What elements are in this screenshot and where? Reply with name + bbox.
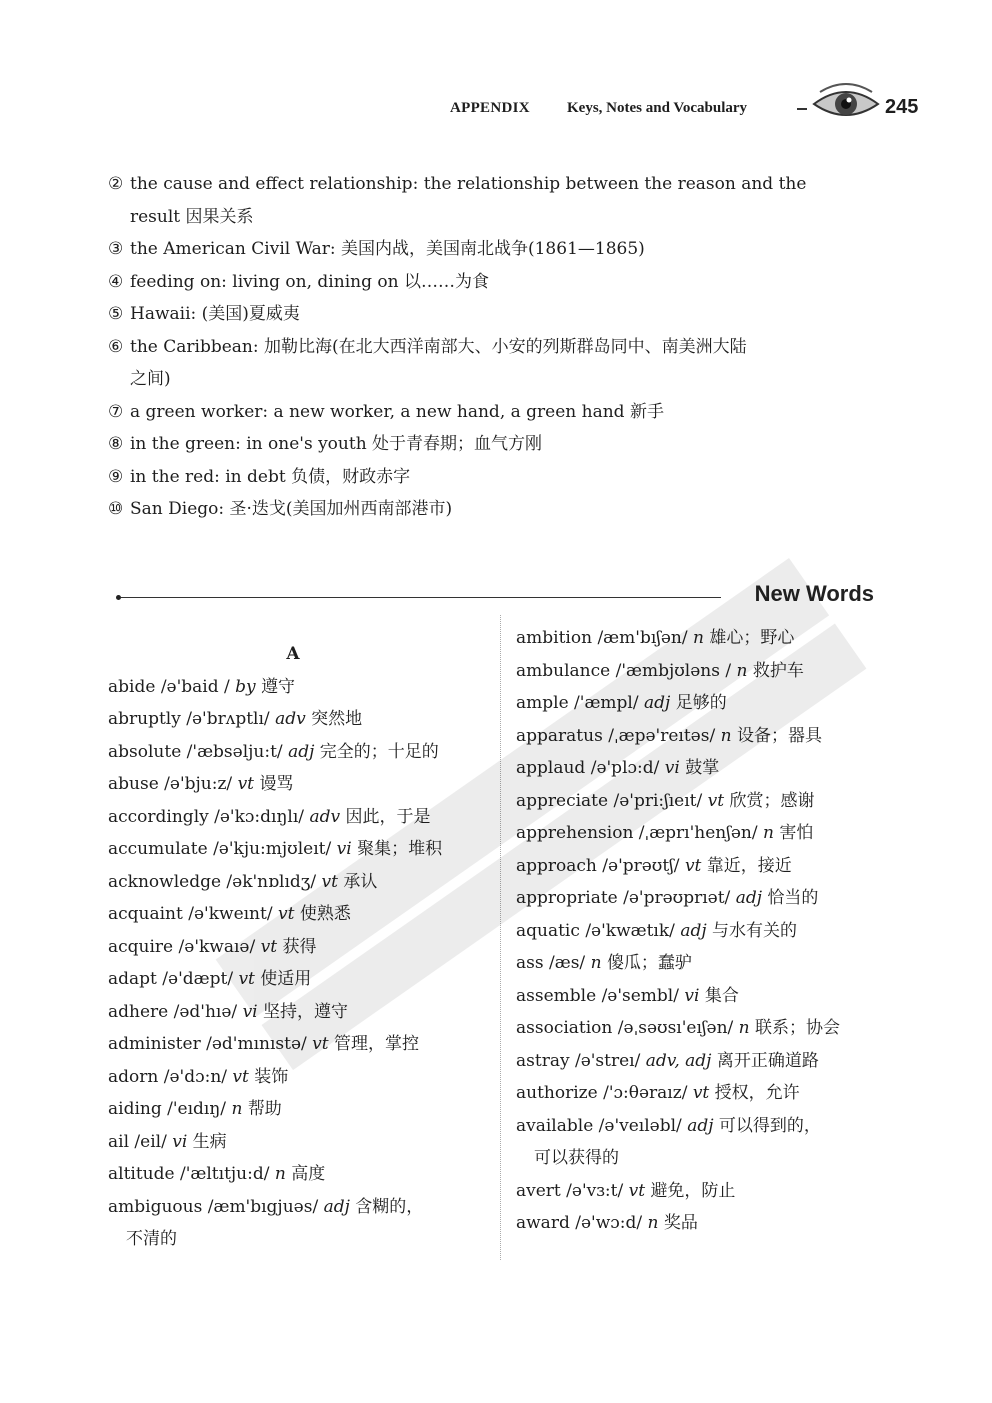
vocab-entry xyxy=(108,898,488,931)
vocab-word: abuse xyxy=(108,774,159,794)
vocab-entry-continuation xyxy=(516,1142,896,1175)
note-item xyxy=(108,428,883,461)
vocab-word: accumulate xyxy=(108,839,208,859)
vocab-word: apprehension xyxy=(516,823,634,843)
vocab-word: ample xyxy=(516,693,569,713)
note-text: feeding on: living on, dining on 以……为食 xyxy=(130,271,489,292)
note-text: the American Civil War: 美国内战，美国南北战争(1861—1865) xyxy=(130,239,645,259)
vocab-definition: 使熟悉 xyxy=(299,904,351,924)
vocab-entry xyxy=(516,1012,896,1045)
vocab-definition: 害怕 xyxy=(779,823,814,843)
vocab-pos: vt xyxy=(684,855,702,876)
vocab-word: appreciate xyxy=(516,790,609,811)
vocab-entry xyxy=(108,671,488,704)
vocab-phonetic: /ək'nɒlıdʒ/ xyxy=(226,871,317,892)
vocab-phonetic: /ə'prəʊprıət/ xyxy=(623,888,731,908)
vocab-word: acquire xyxy=(108,936,174,957)
vocab-phonetic: /ə'brʌptlı/ xyxy=(186,709,270,729)
note-continuation: result 因果关系 xyxy=(130,206,254,227)
vocab-phonetic: /əd'mınıstə/ xyxy=(206,1034,307,1054)
vocab-word: administer xyxy=(108,1034,201,1054)
vocab-phonetic: /æm'bıgjuəs/ xyxy=(207,1196,319,1217)
note-number: ⑩ xyxy=(108,499,124,519)
vocab-entry xyxy=(108,736,488,769)
vocab-definition: 获得 xyxy=(282,936,317,957)
vocab-word: association xyxy=(516,1018,613,1038)
note-item xyxy=(108,266,883,299)
vocab-word: assemble xyxy=(516,985,597,1006)
divider-line xyxy=(121,597,721,598)
letter-heading: A xyxy=(286,644,300,664)
vocab-pos: vt xyxy=(232,1066,249,1087)
note-text: the cause and effect relationship: the relationship between the reason and the xyxy=(130,174,807,194)
vocab-definition: 雄心；野心 xyxy=(709,628,795,648)
vocab-definition: 欣赏；感谢 xyxy=(729,790,815,811)
vocab-phonetic: /ə'baid / xyxy=(160,676,230,697)
vocab-definition: 谩骂 xyxy=(259,774,294,794)
vocab-pos: adv xyxy=(309,806,341,827)
vocab-entry xyxy=(108,768,488,801)
vocab-entry xyxy=(108,801,488,834)
vocab-entry xyxy=(516,752,896,785)
vocab-word: astray xyxy=(516,1050,570,1071)
vocab-word: adapt xyxy=(108,969,157,989)
vocab-pos: n xyxy=(693,628,704,648)
vocab-pos: vt xyxy=(692,1083,710,1103)
vocab-pos: n xyxy=(763,823,774,843)
note-text: Hawaii: (美国)夏威夷 xyxy=(130,304,300,324)
vocab-definition: 设备；器具 xyxy=(736,725,822,746)
vocab-definition: 遵守 xyxy=(261,676,296,697)
vocab-word: appropriate xyxy=(516,888,618,908)
vocab-phonetic: /ə'vɜ:t/ xyxy=(566,1180,624,1201)
vocab-pos: vt xyxy=(238,969,255,989)
note-item xyxy=(108,168,883,201)
vocab-pos: vt xyxy=(312,1034,329,1054)
vocab-phonetic: /ə'prəʊtʃ/ xyxy=(602,855,680,876)
note-number: ⑦ xyxy=(108,401,124,422)
notes-list xyxy=(108,168,883,526)
vocab-word: ass xyxy=(516,953,544,973)
vocab-definition: 傻瓜；蠢驴 xyxy=(606,953,692,973)
vocab-pos: adv xyxy=(275,709,306,729)
vocab-definition: 救护车 xyxy=(752,660,804,681)
vocab-phonetic: /'æmpl/ xyxy=(574,693,639,713)
note-number: ⑤ xyxy=(108,304,124,324)
vocab-entry xyxy=(516,882,896,915)
vocab-pos: vt xyxy=(260,936,278,957)
vocab-entry xyxy=(108,1028,488,1061)
vocab-entry xyxy=(108,833,488,866)
vocab-pos: adv, adj xyxy=(645,1050,712,1071)
vocab-phonetic: /'æmbjʊləns / xyxy=(615,660,732,681)
vocab-pos: n xyxy=(647,1213,659,1233)
vocab-entry xyxy=(516,980,896,1013)
header-title: Keys, Notes and Vocabulary xyxy=(567,100,748,116)
note-item xyxy=(108,396,883,429)
vocab-definition: 授权，允许 xyxy=(714,1083,800,1103)
vocab-pos: vi xyxy=(172,1131,188,1152)
vocab-word: avert xyxy=(516,1180,561,1201)
vocab-phonetic: /ə'pri:ʃıeıt/ xyxy=(613,790,703,811)
vocab-phonetic: /ə'dæpt/ xyxy=(162,969,234,989)
vocab-definition: 高度 xyxy=(291,1164,326,1184)
vocab-entry xyxy=(516,785,896,818)
vocab-definition: 可以得到的， xyxy=(718,1115,821,1136)
vocab-definition: 管理，掌控 xyxy=(334,1034,419,1054)
header-section: APPENDIX xyxy=(450,100,530,116)
vocab-definition: 避免，防止 xyxy=(650,1180,736,1201)
vocab-definition: 完全的；十足的 xyxy=(319,741,439,762)
vocab-pos: n xyxy=(231,1099,243,1119)
vocab-pos: adj xyxy=(680,920,707,941)
note-number: ⑥ xyxy=(108,336,124,357)
vocab-definition: 靠近，接近 xyxy=(706,855,792,876)
eye-icon xyxy=(810,78,882,130)
page-header xyxy=(0,96,992,126)
vocab-word: aquatic xyxy=(516,920,580,941)
vocab-entry xyxy=(108,1093,488,1126)
vocab-phonetic: /ə'kju:mjʊleıt/ xyxy=(213,839,332,859)
vocab-word: authorize xyxy=(516,1083,598,1103)
vocab-word: ail xyxy=(108,1131,130,1152)
vocab-entry xyxy=(516,1077,896,1110)
vocab-entry xyxy=(516,687,896,720)
vocab-phonetic: /ˌæpə'reıtəs/ xyxy=(608,725,716,746)
vocab-entry xyxy=(516,720,896,753)
vocab-entry-continuation xyxy=(108,1223,488,1256)
vocab-definition: 奖品 xyxy=(663,1213,698,1233)
vocab-phonetic: /ə'wɔ:d/ xyxy=(575,1213,643,1233)
vocab-pos: adj xyxy=(735,888,762,908)
vocab-word: abruptly xyxy=(108,709,181,729)
note-text: San Diego: 圣·迭戈(美国加州西南部港市) xyxy=(130,499,453,519)
vocab-pos: vi xyxy=(684,985,700,1006)
note-text: in the green: in one's youth 处于青春期；血气方刚 xyxy=(130,434,543,454)
vocab-definition: 装饰 xyxy=(254,1066,289,1087)
vocab-phonetic: /ə'dɔ:n/ xyxy=(163,1066,228,1087)
vocab-definition: 生病 xyxy=(192,1131,227,1152)
vocab-phonetic: /əˌsəʊsı'eıʃən/ xyxy=(617,1018,734,1038)
vocab-word: ambition xyxy=(516,628,593,648)
vocab-pos: vt xyxy=(277,904,295,924)
vocab-definition: 承认 xyxy=(343,871,378,892)
vocab-word: apparatus xyxy=(516,725,603,746)
vocab-pos: vi xyxy=(336,839,352,859)
vocab-definition: 离开正确道路 xyxy=(716,1050,819,1071)
vocab-entry xyxy=(516,655,896,688)
vocab-pos: n xyxy=(738,1018,750,1038)
vocab-entry xyxy=(516,1045,896,1078)
vocab-definition: 与水有关的 xyxy=(712,920,798,941)
vocab-definition: 足够的 xyxy=(675,693,727,713)
vocab-entry xyxy=(108,703,488,736)
vocab-pos: n xyxy=(736,660,748,681)
vocab-pos: vt xyxy=(628,1180,646,1201)
vocab-definition: 聚集；堆积 xyxy=(357,839,443,859)
vocab-column-left xyxy=(108,638,488,1256)
vocab-phonetic: /eil/ xyxy=(134,1131,167,1152)
vocab-column-right xyxy=(516,622,896,1240)
vocab-phonetic: /ə'kwætık/ xyxy=(585,920,675,941)
vocab-definition-continuation: 不清的 xyxy=(126,1229,177,1249)
vocab-word: award xyxy=(516,1213,570,1233)
vocab-word: ambiguous xyxy=(108,1196,203,1217)
vocab-entry xyxy=(516,1207,896,1240)
vocab-pos: adj xyxy=(323,1196,350,1217)
vocab-entry xyxy=(108,866,488,899)
vocab-entry xyxy=(108,996,488,1029)
vocab-phonetic: /æm'bıʃən/ xyxy=(597,628,688,648)
vocab-definition: 突然地 xyxy=(311,709,363,729)
vocab-word: available xyxy=(516,1115,594,1136)
vocab-entry xyxy=(108,1158,488,1191)
vocab-word: adorn xyxy=(108,1066,159,1087)
vocab-entry xyxy=(108,1191,488,1224)
vocab-pos: adj xyxy=(644,693,671,713)
vocab-phonetic: /ə'plɔ:d/ xyxy=(590,758,660,778)
note-item xyxy=(108,298,883,331)
page-number: 245 xyxy=(885,96,919,118)
vocab-definition: 集合 xyxy=(704,985,739,1006)
vocab-word: approach xyxy=(516,855,597,876)
note-continuation: 之间) xyxy=(130,369,171,389)
note-number: ⑧ xyxy=(108,434,124,454)
vocab-definition-continuation: 可以获得的 xyxy=(534,1148,619,1168)
vocab-pos: vt xyxy=(321,871,338,892)
vocab-phonetic: /'eıdıŋ/ xyxy=(167,1099,227,1119)
vocab-word: altitude xyxy=(108,1164,175,1184)
vocab-word: aiding xyxy=(108,1099,162,1119)
vocab-phonetic: /ə'streı/ xyxy=(574,1050,641,1071)
vocab-phonetic: /ə'kwaıə/ xyxy=(178,936,256,957)
vocab-phonetic: /əd'hıə/ xyxy=(173,1001,238,1022)
vocab-pos: vi xyxy=(242,1001,258,1022)
vocab-word: acquaint xyxy=(108,904,183,924)
note-item xyxy=(108,493,883,526)
note-number: ② xyxy=(108,174,124,194)
vocab-entry xyxy=(108,1126,488,1159)
vocab-word: ambulance xyxy=(516,660,611,681)
vocab-definition: 因此，于是 xyxy=(345,806,431,827)
vocab-pos: adj xyxy=(288,741,315,762)
vocab-phonetic: /ə'veıləbl/ xyxy=(598,1115,682,1136)
note-text: the Caribbean: 加勒比海(在北大西洋南部大、小安的列斯群岛同中、南美洲大陆 xyxy=(130,336,747,357)
section-divider xyxy=(116,581,876,611)
vocab-entry xyxy=(108,1061,488,1094)
vocab-entry xyxy=(516,1110,896,1143)
vocab-entry xyxy=(516,622,896,655)
vocab-pos: adj xyxy=(687,1115,714,1136)
note-text: a green worker: a new worker, a new hand, a green hand 新手 xyxy=(130,401,664,422)
vocab-word: accordingly xyxy=(108,806,209,827)
vocab-pos: n xyxy=(720,725,732,746)
vocab-entry xyxy=(516,850,896,883)
note-number: ③ xyxy=(108,239,124,259)
vocab-definition: 坚持，遵守 xyxy=(263,1001,349,1022)
vocab-phonetic: /ə'kweınt/ xyxy=(188,904,273,924)
column-divider xyxy=(500,615,501,1260)
vocab-phonetic: /'æltıtju:d/ xyxy=(179,1164,270,1184)
vocab-phonetic: /æs/ xyxy=(549,953,586,973)
vocab-pos: vi xyxy=(664,758,680,778)
vocab-pos: n xyxy=(590,953,602,973)
vocab-definition: 帮助 xyxy=(247,1099,282,1119)
note-text: in the red: in debt 负债，财政赤字 xyxy=(130,466,411,487)
vocab-definition: 鼓掌 xyxy=(685,758,720,778)
vocab-pos: by xyxy=(235,676,256,697)
vocab-word: acknowledge xyxy=(108,871,222,892)
section-title: New Words xyxy=(754,581,874,606)
note-number: ④ xyxy=(108,271,124,292)
note-number: ⑨ xyxy=(108,466,124,487)
vocab-word: abide xyxy=(108,676,156,697)
vocab-entry xyxy=(516,915,896,948)
vocab-word: adhere xyxy=(108,1001,169,1022)
vocab-definition: 使适用 xyxy=(260,969,312,989)
vocab-word: absolute xyxy=(108,741,182,762)
vocab-entry xyxy=(516,1175,896,1208)
vocab-definition: 恰当的 xyxy=(767,888,819,908)
header-dash xyxy=(797,108,807,110)
note-item xyxy=(108,331,883,364)
vocab-entry xyxy=(108,963,488,996)
vocab-phonetic: /ˌæprı'henʃən/ xyxy=(638,823,758,843)
vocab-definition: 联系；协会 xyxy=(755,1018,841,1038)
vocab-phonetic: /ə'kɔ:dıŋlı/ xyxy=(214,806,305,827)
vocab-word: applaud xyxy=(516,758,586,778)
note-item xyxy=(108,233,883,266)
vocab-entry xyxy=(108,931,488,964)
vocab-pos: n xyxy=(274,1164,286,1184)
note-item xyxy=(108,461,883,494)
vocab-pos: vt xyxy=(237,774,254,794)
vocab-phonetic: /'ɔ:θəraız/ xyxy=(603,1083,688,1103)
vocab-phonetic: /ə'bju:z/ xyxy=(164,774,233,794)
vocab-entry xyxy=(516,817,896,850)
vocab-entry xyxy=(516,947,896,980)
vocab-phonetic: /ə'sembl/ xyxy=(601,985,679,1006)
vocab-pos: vt xyxy=(707,790,725,811)
vocab-definition: 含糊的， xyxy=(355,1196,424,1217)
vocab-phonetic: /'æbsəlju:t/ xyxy=(186,741,283,762)
